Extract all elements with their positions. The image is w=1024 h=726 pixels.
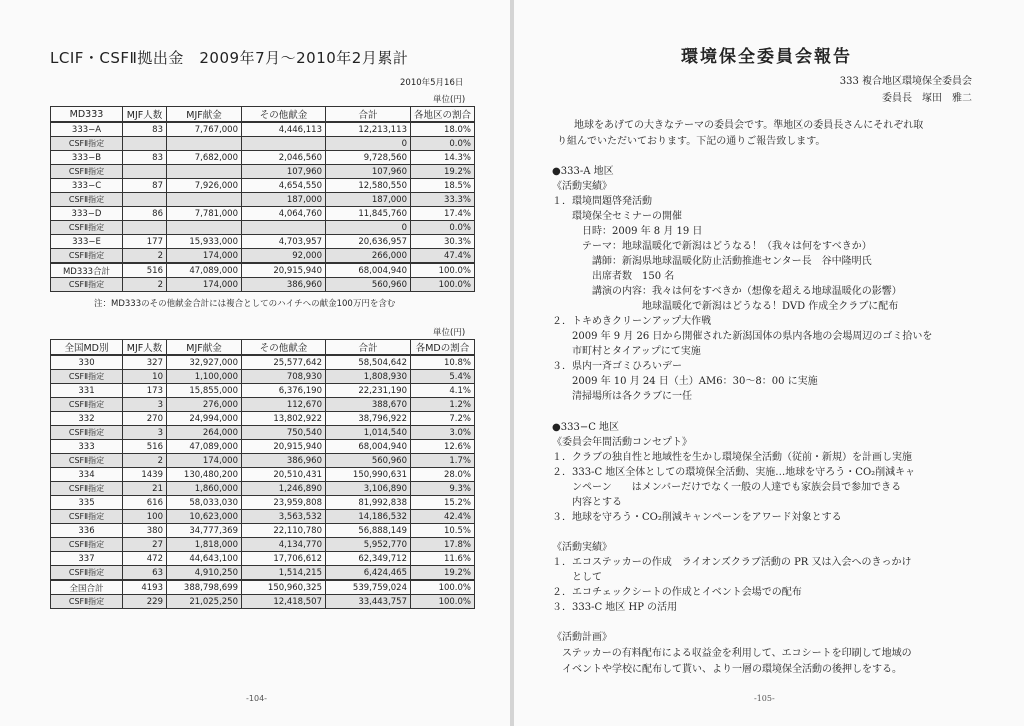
table-cell: 100.0%	[411, 263, 475, 278]
table-cell: 112,670	[242, 398, 326, 412]
unit-label: 単位(円)	[433, 95, 466, 105]
table-cell: 3,563,532	[242, 510, 326, 524]
report-title: 環境保全委員会報告	[681, 47, 852, 67]
table-cell: 11.6%	[411, 552, 475, 566]
table-cell: 34,777,369	[167, 524, 242, 538]
table-cell: 68,004,940	[326, 440, 411, 454]
table-cell: 4,064,760	[242, 207, 326, 221]
activity-item: １．エコステッカーの作成 ライオンズクラブ活動の PR 又は入会へのきっかけ	[552, 557, 912, 568]
table-cell: 27	[123, 538, 167, 552]
table-cell: 81,992,838	[326, 496, 411, 510]
row-label-cell: 333−E	[51, 235, 123, 249]
section-heading: ●333−C 地区	[552, 422, 620, 433]
page-number: -105-	[754, 694, 775, 703]
subsection-heading: 《活動計画》	[552, 632, 612, 643]
activity-item: 環境保全セミナーの開催	[552, 211, 682, 222]
table-cell: 174,000	[167, 249, 242, 264]
table-cell: 20,915,940	[242, 263, 326, 278]
row-label-cell: 330	[51, 355, 123, 370]
table-cell: 14,186,532	[326, 510, 411, 524]
table-cell: 4.1%	[411, 384, 475, 398]
national-md-contribution-table	[50, 339, 475, 609]
activity-item: 講演の内容：我々は何をすべきか（想像を超える地球温暖化の影響）	[552, 286, 902, 297]
column-header: MJF人数	[123, 340, 167, 356]
table-cell	[167, 221, 242, 235]
table-cell: 266,000	[326, 249, 411, 264]
table-cell: 3	[123, 426, 167, 440]
table-cell: 150,990,631	[326, 468, 411, 482]
table-row	[51, 566, 475, 581]
column-header: MD333	[51, 107, 123, 123]
column-header: MJF献金	[167, 340, 242, 356]
table-cell: 17,706,612	[242, 552, 326, 566]
table-cell	[123, 221, 167, 235]
table-cell: 87	[123, 179, 167, 193]
row-label-cell: 333−B	[51, 151, 123, 165]
activity-item: ３．333-C 地区 HP の活用	[552, 602, 678, 613]
table-cell: 150,960,325	[242, 580, 326, 595]
table-cell: 187,000	[242, 193, 326, 207]
table-cell: 20,510,431	[242, 468, 326, 482]
activity-item: 日時：2009 年 8 月 19 日	[552, 226, 703, 237]
concept-item: １．クラブの独自性と地域性を生かし環境保全活動（従前・新規）を計画し実施	[552, 452, 912, 463]
table-cell	[167, 193, 242, 207]
table-row	[51, 426, 475, 440]
table-row	[51, 468, 475, 482]
table-cell: 270	[123, 412, 167, 426]
table-cell: 4,446,113	[242, 122, 326, 137]
table-cell: 386,960	[242, 278, 326, 292]
table-cell: 62,349,712	[326, 552, 411, 566]
column-header: その他献金	[242, 107, 326, 123]
column-header: MJF人数	[123, 107, 167, 123]
table-cell: 174,000	[167, 278, 242, 292]
table-cell: 20,636,957	[326, 235, 411, 249]
section-heading: ●333-A 地区	[552, 166, 614, 177]
table-cell: 19.2%	[411, 566, 475, 581]
table-cell: 516	[123, 263, 167, 278]
table-cell: 21	[123, 482, 167, 496]
table-cell: 174,000	[167, 454, 242, 468]
table-row	[51, 595, 475, 609]
table-cell: 2,046,560	[242, 151, 326, 165]
table-cell: 6,424,465	[326, 566, 411, 581]
table-cell: 18.0%	[411, 122, 475, 137]
table-cell	[167, 137, 242, 151]
table-cell: 2	[123, 278, 167, 292]
table-row	[51, 454, 475, 468]
table-cell: 173	[123, 384, 167, 398]
row-label-cell: 331	[51, 384, 123, 398]
row-label-cell: CSFⅡ指定	[51, 278, 123, 292]
row-label-cell: CSFⅡ指定	[51, 165, 123, 179]
table-row	[51, 370, 475, 384]
row-label-cell: CSFⅡ指定	[51, 426, 123, 440]
unit-label: 単位(円)	[433, 328, 466, 338]
table-cell: 1,808,930	[326, 370, 411, 384]
table-cell	[123, 165, 167, 179]
row-label-cell: CSFⅡ指定	[51, 398, 123, 412]
page-number: -104-	[246, 694, 268, 703]
table-cell: 472	[123, 552, 167, 566]
table-cell	[242, 137, 326, 151]
table-cell: 4,134,770	[242, 538, 326, 552]
table-cell: 22,231,190	[326, 384, 411, 398]
row-label-cell: CSFⅡ指定	[51, 595, 123, 609]
table-cell	[123, 193, 167, 207]
table-cell: 107,960	[326, 165, 411, 179]
table-cell: 229	[123, 595, 167, 609]
row-label-cell: CSFⅡ指定	[51, 510, 123, 524]
table-cell: 6,376,190	[242, 384, 326, 398]
table-cell: 100.0%	[411, 595, 475, 609]
table-row	[51, 193, 475, 207]
table-cell: 12,213,113	[326, 122, 411, 137]
table-cell: 9.3%	[411, 482, 475, 496]
table-row	[51, 384, 475, 398]
table-cell: 9,728,560	[326, 151, 411, 165]
table-cell: 33.3%	[411, 193, 475, 207]
table-row	[51, 249, 475, 264]
table-cell: 560,960	[326, 278, 411, 292]
activity-item: として	[552, 572, 602, 583]
table-cell: 44,643,100	[167, 552, 242, 566]
table-cell: 33,443,757	[326, 595, 411, 609]
table-cell: 5.4%	[411, 370, 475, 384]
column-header: 合計	[326, 340, 411, 356]
column-header: 合計	[326, 107, 411, 123]
table-cell: 3.0%	[411, 426, 475, 440]
column-header: 全国MD別	[51, 340, 123, 356]
concept-item: ンペーン はメンバーだけでなく一般の人達でも家族会員で参加できる	[552, 482, 902, 493]
row-label-cell: CSFⅡ指定	[51, 137, 123, 151]
table-cell: 388,798,699	[167, 580, 242, 595]
table-cell	[167, 165, 242, 179]
table-row	[51, 398, 475, 412]
table-cell: 2	[123, 249, 167, 264]
activity-item: 市町村とタイアップにて実施	[552, 346, 701, 357]
table-cell: 3,106,890	[326, 482, 411, 496]
table-row	[51, 580, 475, 595]
table-cell: 187,000	[326, 193, 411, 207]
table-row	[51, 278, 475, 292]
activity-item: １．環境問題啓発活動	[552, 196, 652, 207]
table-cell: 1.7%	[411, 454, 475, 468]
report-date: 2010年5月16日	[400, 78, 464, 88]
table-cell: 7.2%	[411, 412, 475, 426]
row-label-cell: CSFⅡ指定	[51, 370, 123, 384]
right-page	[514, 0, 1024, 726]
table-row	[51, 552, 475, 566]
table-cell	[242, 221, 326, 235]
row-label-cell: CSFⅡ指定	[51, 454, 123, 468]
table-row	[51, 221, 475, 235]
table-cell: 4,703,957	[242, 235, 326, 249]
table-cell: 1,246,890	[242, 482, 326, 496]
table-cell: 0	[326, 137, 411, 151]
table-cell: 12,580,550	[326, 179, 411, 193]
row-label-cell: CSFⅡ指定	[51, 193, 123, 207]
table-cell: 1.2%	[411, 398, 475, 412]
column-header: MJF献金	[167, 107, 242, 123]
column-header: 各MDの割合	[411, 340, 475, 356]
table-cell: 58,504,642	[326, 355, 411, 370]
table-cell: 12.6%	[411, 440, 475, 454]
district-contribution-table	[50, 106, 475, 292]
table-cell: 17.4%	[411, 207, 475, 221]
row-label-cell: MD333合計	[51, 263, 123, 278]
table-row	[51, 151, 475, 165]
table-cell: 10.8%	[411, 355, 475, 370]
row-label-cell: 333−A	[51, 122, 123, 137]
activity-item: ３．県内一斉ゴミひろいデー	[552, 361, 682, 372]
table-cell: 47.4%	[411, 249, 475, 264]
table-row	[51, 137, 475, 151]
table-cell: 58,033,030	[167, 496, 242, 510]
table-cell: 22,110,780	[242, 524, 326, 538]
table-cell: 63	[123, 566, 167, 581]
activity-item: テーマ：地球温暖化で新潟はどうなる！（我々は何をすべきか）	[552, 241, 872, 252]
table-cell: 38,796,922	[326, 412, 411, 426]
intro-text: 地球をあげての大きなテーマの委員会です。準地区の委員長さんにそれぞれ取	[564, 120, 924, 131]
concept-item: ２．333-C 地区全体としての環境保全活動、実施…地球を守ろう・CO₂削減キャ	[552, 467, 916, 478]
table-row	[51, 355, 475, 370]
table-cell: 264,000	[167, 426, 242, 440]
table-cell: 7,767,000	[167, 122, 242, 137]
intro-text: り組んでいただいております。下記の通りご報告致します。	[557, 136, 826, 147]
row-label-cell: CSFⅡ指定	[51, 566, 123, 581]
subsection-heading: 《活動実績》	[552, 181, 612, 192]
table-cell: 25,577,642	[242, 355, 326, 370]
table-cell: 83	[123, 151, 167, 165]
table-row	[51, 207, 475, 221]
table-cell: 0.0%	[411, 221, 475, 235]
activity-item: 2009 年 9 月 26 日から開催された新潟国体の県内各地の会場周辺のゴミ拾いを	[552, 331, 933, 342]
table-cell: 47,089,000	[167, 263, 242, 278]
table-cell: 100	[123, 510, 167, 524]
table-cell: 0	[326, 221, 411, 235]
table-cell: 276,000	[167, 398, 242, 412]
row-label-cell: 332	[51, 412, 123, 426]
table-row	[51, 179, 475, 193]
table-cell: 92,000	[242, 249, 326, 264]
table-cell: 10.5%	[411, 524, 475, 538]
table-cell: 19.2%	[411, 165, 475, 179]
table-cell: 539,759,024	[326, 580, 411, 595]
table-cell: 86	[123, 207, 167, 221]
activity-item: 出席者数 150 名	[552, 271, 675, 282]
table-cell: 1,860,000	[167, 482, 242, 496]
activity-item: 清掃場所は各クラブに一任	[552, 391, 692, 402]
table-cell: 42.4%	[411, 510, 475, 524]
row-label-cell: 334	[51, 468, 123, 482]
table-cell: 1,818,000	[167, 538, 242, 552]
table-cell: 11,845,760	[326, 207, 411, 221]
table-cell: 5,952,770	[326, 538, 411, 552]
table-cell: 68,004,940	[326, 263, 411, 278]
table-header-row	[51, 340, 475, 356]
table-cell: 1,100,000	[167, 370, 242, 384]
left-page	[0, 0, 510, 726]
table-cell: 708,930	[242, 370, 326, 384]
table-cell: 4,910,250	[167, 566, 242, 581]
table-cell: 2	[123, 454, 167, 468]
row-label-cell: 全国合計	[51, 580, 123, 595]
table-cell: 1,514,215	[242, 566, 326, 581]
table-cell: 28.0%	[411, 468, 475, 482]
table-cell: 7,926,000	[167, 179, 242, 193]
table-cell: 327	[123, 355, 167, 370]
table-row	[51, 263, 475, 278]
row-label-cell: CSFⅡ指定	[51, 482, 123, 496]
table-cell: 516	[123, 440, 167, 454]
table-row	[51, 496, 475, 510]
row-label-cell: 337	[51, 552, 123, 566]
column-header: 各地区の割合	[411, 107, 475, 123]
table-cell: 1,014,540	[326, 426, 411, 440]
table-cell: 1439	[123, 468, 167, 482]
page-title: LCIF・CSFⅡ拠出金 2009年7月～2010年2月累計	[50, 49, 409, 67]
table-cell: 83	[123, 122, 167, 137]
table-row	[51, 524, 475, 538]
activity-item: ２．トキめきクリーンアップ大作戦	[552, 316, 712, 327]
concept-item: 内容とする	[552, 497, 622, 508]
table-cell: 0.0%	[411, 137, 475, 151]
plan-text: イベントや学校に配布して貰い、より一層の環境保全活動の後押しをする。	[552, 664, 902, 675]
table-row	[51, 122, 475, 137]
row-label-cell: CSFⅡ指定	[51, 538, 123, 552]
table-cell: 14.3%	[411, 151, 475, 165]
subsection-heading: 《委員会年間活動コンセプト》	[552, 437, 692, 448]
table-cell: 750,540	[242, 426, 326, 440]
table-cell: 20,915,940	[242, 440, 326, 454]
row-label-cell: 336	[51, 524, 123, 538]
table-cell: 10,623,000	[167, 510, 242, 524]
table-cell: 130,480,200	[167, 468, 242, 482]
table-cell	[123, 137, 167, 151]
row-label-cell: 333−C	[51, 179, 123, 193]
table-cell: 107,960	[242, 165, 326, 179]
table-header-row	[51, 107, 475, 123]
table-cell: 10	[123, 370, 167, 384]
table-cell: 21,025,250	[167, 595, 242, 609]
table-cell: 47,089,000	[167, 440, 242, 454]
table-row	[51, 235, 475, 249]
table-note: 注：MD333のその他献金合計には複合としてのハイチへの献金100万円を含む	[94, 299, 396, 309]
plan-text: ステッカーの有料配布による収益金を利用して、エコシートを印刷して地域の	[552, 648, 912, 659]
committee-name: 333 複合地区環境保全委員会	[839, 76, 972, 87]
table-cell: 56,888,149	[326, 524, 411, 538]
table-cell: 18.5%	[411, 179, 475, 193]
table-cell: 7,682,000	[167, 151, 242, 165]
table-row	[51, 538, 475, 552]
table-cell: 388,670	[326, 398, 411, 412]
table-cell: 24,994,000	[167, 412, 242, 426]
column-header: その他献金	[242, 340, 326, 356]
table-cell: 100.0%	[411, 580, 475, 595]
activity-item: ２．エコチェックシートの作成とイベント会場での配布	[552, 587, 802, 598]
table-cell: 12,418,507	[242, 595, 326, 609]
activity-item: 2009 年 10 月 24 日（土）AM6：30〜8：00 に実施	[552, 376, 818, 387]
table-cell: 7,781,000	[167, 207, 242, 221]
row-label-cell: 333−D	[51, 207, 123, 221]
activity-item: 地球温暖化で新潟はどうなる！DVD 作成全クラブに配布	[552, 301, 899, 312]
table-cell: 15,855,000	[167, 384, 242, 398]
table-row	[51, 482, 475, 496]
table-row	[51, 510, 475, 524]
table-cell: 17.8%	[411, 538, 475, 552]
table-cell: 3	[123, 398, 167, 412]
committee-chair: 委員長 塚田 雅二	[882, 93, 972, 104]
table-row	[51, 412, 475, 426]
table-cell: 15,933,000	[167, 235, 242, 249]
concept-item: ３．地球を守ろう・CO₂削減キャンペーンをアワード対象とする	[552, 512, 842, 523]
table-cell: 13,802,922	[242, 412, 326, 426]
table-row	[51, 440, 475, 454]
table-cell: 4,654,550	[242, 179, 326, 193]
row-label-cell: 335	[51, 496, 123, 510]
table-cell: 4193	[123, 580, 167, 595]
table-cell: 177	[123, 235, 167, 249]
table-cell: 15.2%	[411, 496, 475, 510]
table-cell: 386,960	[242, 454, 326, 468]
row-label-cell: CSFⅡ指定	[51, 249, 123, 264]
activity-item: 講師：新潟県地球温暖化防止活動推進センター長 谷中隆明氏	[552, 256, 872, 267]
subsection-heading: 《活動実績》	[552, 542, 612, 553]
table-cell: 23,959,808	[242, 496, 326, 510]
table-cell: 100.0%	[411, 278, 475, 292]
row-label-cell: 333	[51, 440, 123, 454]
row-label-cell: CSFⅡ指定	[51, 221, 123, 235]
table-cell: 380	[123, 524, 167, 538]
table-cell: 30.3%	[411, 235, 475, 249]
table-cell: 616	[123, 496, 167, 510]
table-cell: 32,927,000	[167, 355, 242, 370]
table-row	[51, 165, 475, 179]
table-cell: 560,960	[326, 454, 411, 468]
